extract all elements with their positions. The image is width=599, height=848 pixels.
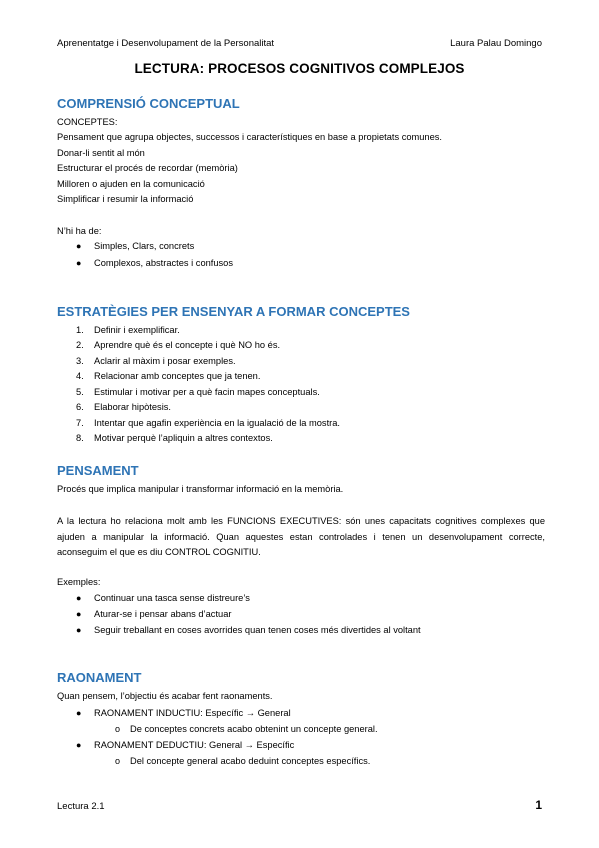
list-number: 1. xyxy=(76,325,84,335)
text-line: Procés que implica manipular i transformar informació en la memòria. xyxy=(57,484,344,494)
text-line: Donar-li sentit al món xyxy=(57,148,145,158)
text-line: Simplificar i resumir la informació xyxy=(57,194,194,204)
text-line: Quan pensem, l’objectiu és acabar fent raonaments. xyxy=(57,691,273,701)
list-item: Aturar-se i pensar abans d’actuar xyxy=(94,609,232,619)
list-item: Motivar perquè l’apliquin a altres contextos. xyxy=(94,433,273,443)
circle-bullet-icon: o xyxy=(115,756,121,766)
list-number: 7. xyxy=(76,418,84,428)
circle-bullet-icon: o xyxy=(115,724,121,734)
header-author: Laura Palau Domingo xyxy=(450,38,542,49)
list-item: RAONAMENT DEDUCTIU: General → Específic xyxy=(94,740,295,750)
heading-estrategies: ESTRATÈGIES PER ENSENYAR A FORMAR CONCEPTES xyxy=(57,304,410,319)
list-item: Aprendre què és el concepte i què NO ho és. xyxy=(94,340,281,350)
bullet-icon: ● xyxy=(76,241,82,251)
text-line: Pensament que agrupa objectes, successos i característiques en base a propietats comunes. xyxy=(57,132,443,142)
list-item: Elaborar hipòtesis. xyxy=(94,402,171,412)
list-item: Complexos, abstractes i confusos xyxy=(94,258,233,268)
heading-pensament: PENSAMENT xyxy=(57,463,139,478)
list-item: Seguir treballant en coses avorrides quan tenen coses més divertides al voltant xyxy=(94,625,421,635)
list-item: Simples, Clars, concrets xyxy=(94,241,195,251)
list-item: Aclarir al màxim i posar exemples. xyxy=(94,356,236,366)
text-line: Milloren o ajuden en la comunicació xyxy=(57,179,205,189)
list-number: 3. xyxy=(76,356,84,366)
list-item: Intentar que agafin experiència en la igualació de la mostra. xyxy=(94,418,341,428)
list-number: 6. xyxy=(76,402,84,412)
list-item: RAONAMENT INDUCTIU: Específic → General xyxy=(94,708,291,718)
bullet-icon: ● xyxy=(76,609,82,619)
bullet-icon: ● xyxy=(76,258,82,268)
list-item: Continuar una tasca sense distreure’s xyxy=(94,593,250,603)
list-number: 5. xyxy=(76,387,84,397)
footer-label: Lectura 2.1 xyxy=(57,801,105,812)
list-number: 4. xyxy=(76,371,84,381)
bullet-icon: ● xyxy=(76,740,82,750)
bullet-icon: ● xyxy=(76,593,82,603)
list-number: 2. xyxy=(76,340,84,350)
page-number: 1 xyxy=(535,798,542,812)
bullet-icon: ● xyxy=(76,625,82,635)
text-line: N’hi ha de: xyxy=(57,226,102,236)
list-item: Estimular i motivar per a què facin mapes conceptuals. xyxy=(94,387,320,397)
heading-raonament: RAONAMENT xyxy=(57,670,142,685)
list-item: Definir i exemplificar. xyxy=(94,325,180,335)
sub-list-item: De conceptes concrets acabo obtenint un concepte general. xyxy=(130,724,378,734)
sub-list-item: Del concepte general acabo deduint conceptes específics. xyxy=(130,756,371,766)
text-line: Estructurar el procés de recordar (memòria) xyxy=(57,163,238,173)
text-line: Exemples: xyxy=(57,577,101,587)
bullet-icon: ● xyxy=(76,708,82,718)
paragraph: A la lectura ho relaciona molt amb les FUNCIONS EXECUTIVES: són unes capacitats cognitives complexes que ajuden a manipular la informació. Quan aquestes estan controlades i tenen un desenvolupament correcte, aconseguim el que es diu CONTROL COGNITIU. xyxy=(57,516,545,557)
list-number: 8. xyxy=(76,433,84,443)
text-line: CONCEPTES: xyxy=(57,117,118,127)
header-course: Aprenentatge i Desenvolupament de la Personalitat xyxy=(57,38,275,49)
list-item: Relacionar amb conceptes que ja tenen. xyxy=(94,371,261,381)
heading-comprensio: COMPRENSIÓ CONCEPTUAL xyxy=(57,96,240,111)
document-title: LECTURA: PROCESOS COGNITIVOS COMPLEJOS xyxy=(134,61,465,76)
